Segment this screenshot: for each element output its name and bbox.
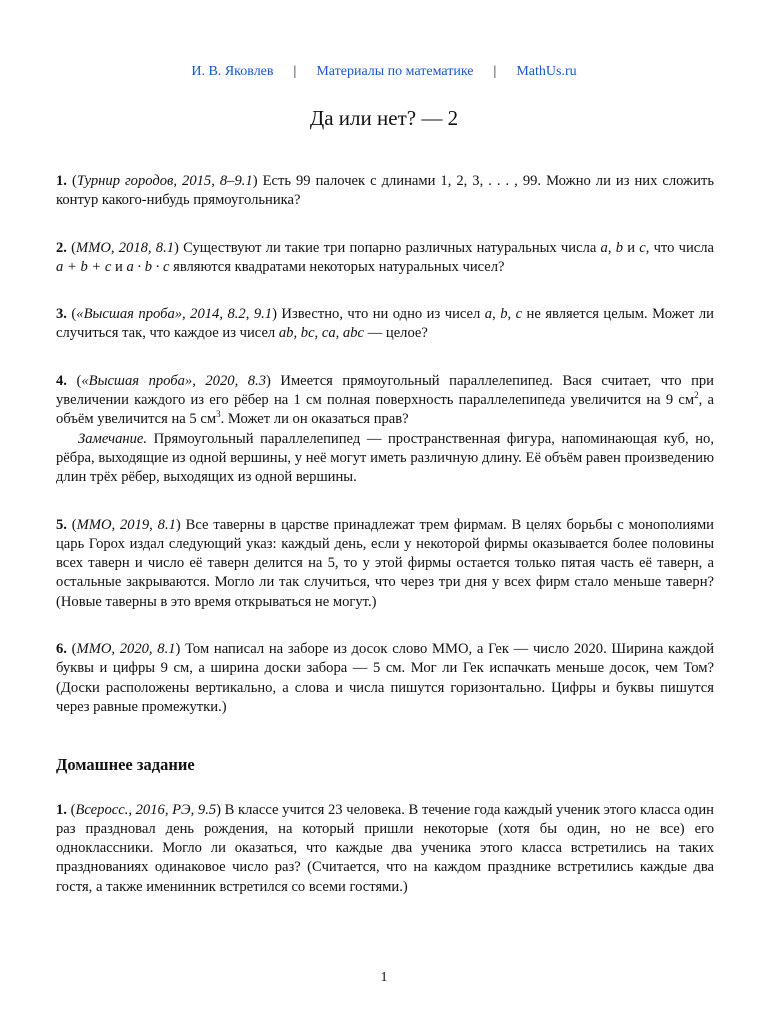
problem-source: Всеросс., 2016, РЭ, 9.5	[75, 801, 217, 818]
problem-number: 1.	[56, 173, 67, 189]
homework-problem-1: 1. (Всеросс., 2016, РЭ, 9.5) В классе учится 23 человека. В течение года каждый ученик этого класса один раз праздновал день рождения, на который пришли некоторые (хотя бы один, но не все) его одноклассники. Могло ли оказаться, что каждые два ученика этого класса встретились на таких празднованиях одинаковое число раз? (Считается, что на каждом празднике встретились каждые два гостя, а также именинник встретился со всеми гостями.)	[56, 801, 714, 895]
problem-source: ММО, 2020, 8.1	[76, 641, 176, 658]
problem-text: ,	[314, 325, 322, 342]
page-title: Да или нет? — 2	[309, 106, 459, 130]
problem-text: В классе учится 23 человека. В течение года каждый ученик этого класса один раз праздновал день рождения, на который пришли некоторые (хотя бы один, но не все) его одноклассники. Могло ли оказаться, что каждые два ученика этого класса встретились на таких празднованиях одинаковое число раз? (Считается, что на каждом празднике встретились каждые два гостя, а также именинник встретился со всеми гостями.)	[56, 801, 714, 895]
document-body	[56, 172, 714, 925]
problem-text: и	[111, 258, 127, 275]
problem-number: 3.	[56, 306, 67, 323]
problem-1: 1. (Турнир городов, 2015, 8–9.1) Есть 99 палочек с длинами 1, 2, 3, . . . , 99. Можно ли из них сложить контур какого-нибудь прямоугольника?	[56, 173, 714, 209]
problem-text: Том написал на заборе из досок слово ММО, а Гек — число 2020. Ширина каждой буквы и цифры 9 см, а ширина доски забора — 5 см. Мог ли Гек испачкать меньше досок, чем Том? (Доски расположены вертикально, а слова и числа пишутся горизонтально. Цифры и буквы пишутся через равные промежутки.)	[56, 641, 715, 715]
problem-text: ,	[507, 306, 516, 323]
problem-text: Есть 99 палочек с длинами 1, 2, 3, . . . , 99. Можно ли из них сложить контур какого-нибудь прямоугольника?	[56, 173, 714, 209]
problem-number: 1.	[56, 801, 67, 818]
problem-text: Имеется прямоугольный параллелепипед. Вася считает, что при увеличении каждого из его рёбер на 1 см полная поверхность параллелепипеда увеличится на 9 см	[56, 372, 714, 409]
math-expr: abc	[342, 325, 364, 342]
problem-text: Известно, что ни одно из чисел	[281, 306, 485, 323]
problem-number: 4.	[56, 372, 67, 389]
superscript: 2	[694, 390, 699, 401]
math-expr: bc	[300, 325, 315, 342]
problem-6: 6. (ММО, 2020, 8.1) Том написал на заборе из досок слово ММО, а Гек — число 2020. Ширина каждой буквы и цифры 9 см, а ширина доски забора — 5 см. Мог ли Гек испачкать меньше досок, чем Том? (Доски расположены вертикально, а слова и числа пишутся горизонтально. Цифры и буквы пишутся через равные промежутки.)	[56, 641, 715, 715]
problem-5: 5. (ММО, 2019, 8.1) Все таверны в царстве принадлежат трем фирмам. В целях борьбы с монополиями царь Горох издал следующий указ: каждый день, если у некоторой фирмы оказывается более половины всех таверн и число её таверн делится на 5, то у этой фирмы остается только пятая часть её таверн, а остальные закрываются. Могло ли так случиться, что через три дня у всех фирм стало меньше таверн? (Новые таверны в это время открываться не могут.)	[56, 516, 714, 610]
problem-source: ММО, 2019, 8.1	[76, 516, 176, 533]
note-label: Замечание.	[78, 430, 148, 447]
problem-text: ,	[335, 325, 343, 342]
math-var: c	[515, 306, 523, 323]
page-header	[0, 64, 768, 80]
problem-number: 6.	[56, 641, 67, 658]
header-separator: |	[293, 64, 297, 79]
note-text: Прямоугольный параллелепипед — пространственная фигура, напоминающая куб, но, рёбра, выходящие из одной вершины, у неё могут иметь различную длину. Её объём равен произведению длин трёх рёбер, выходящих из одной вершины.	[56, 430, 714, 486]
math-var: a	[484, 306, 493, 323]
problem-text: Все таверны в царстве принадлежат трем фирмам. В целях борьбы с монополиями царь Горох издал следующий указ: каждый день, если у некоторой фирмы оказывается более половины всех таверн и число её таверн делится на 5, то у этой фирмы остается только пятая часть её таверн, а остальные закрываются. Могло ли так случиться, что через три дня у всех фирм стало меньше таверн? (Новые таверны в это время открываться не могут.)	[56, 516, 714, 610]
math-var: a	[600, 239, 608, 256]
problem-text: ,	[492, 306, 501, 323]
problem-2: 2. (ММО, 2018, 8.1) Существуют ли такие три попарно различных натуральных числа a, b и c, что числа a + b + c и a · b · c являются квадратами некоторых натуральных чисел?	[56, 239, 714, 275]
math-expr: ca	[321, 325, 336, 342]
math-expr: a · b · c	[126, 258, 170, 275]
problem-source: «Высшая проба», 2014, 8.2, 9.1	[76, 306, 273, 323]
problem-text: являются квадратами некоторых натуральных чисел?	[169, 258, 505, 275]
problem-text: , а объём увеличится на 5 см	[56, 392, 714, 428]
problem-text: . Может ли он оказаться прав?	[220, 411, 409, 428]
problem-text: Существуют ли такие три попарно различных натуральных числа	[183, 239, 601, 256]
header-separator: |	[493, 64, 497, 79]
author-link[interactable]: И. В. Яковлев	[191, 64, 274, 79]
math-expr: a + b + c	[56, 258, 112, 275]
problem-source: Турнир городов, 2015, 8–9.1	[76, 173, 253, 189]
homework-heading: Домашнее задание	[56, 755, 195, 775]
problem-text: , что числа	[645, 239, 714, 256]
problem-text: ,	[293, 325, 301, 342]
problem-number: 5.	[56, 516, 67, 533]
problem-text: и	[623, 239, 640, 256]
problem-text: — целое?	[364, 325, 428, 342]
problem-3: 3. («Высшая проба», 2014, 8.2, 9.1) Известно, что ни одно из чисел a, b, c не является целым. Может ли случиться так, что каждое из чисел ab, bc, ca, abc — целое?	[56, 306, 714, 342]
problem-number: 2.	[56, 239, 67, 256]
problem-text: не является целым. Может ли случиться так, что каждое из чисел	[56, 306, 714, 342]
problem-text: ,	[607, 239, 616, 256]
problem-4: 4. («Высшая проба», 2020, 8.3) Имеется прямоугольный параллелепипед. Вася считает, что при увеличении каждого из его рёбер на 1 см полная поверхность параллелепипеда увеличится на 9 $см^2$, а объём увеличится на 5 $см^3$. Может ли он оказаться прав? Замечание. Прямоугольный параллелепипед — пространственная фигура, напоминающая куб, но, рёбра, выходящие из одной вершины, у неё могут иметь различную длину. Её объём равен произведению длин трёх рёбер, выходящих из одной вершины.	[56, 372, 714, 486]
problem-source: «Высшая проба», 2020, 8.3	[81, 372, 266, 389]
problem-source: ММО, 2018, 8.1	[76, 239, 175, 256]
site-link[interactable]: MathUs.ru	[516, 64, 577, 79]
math-var: c	[639, 239, 646, 256]
math-var: b	[500, 306, 508, 323]
materials-link[interactable]: Материалы по математике	[316, 64, 474, 79]
math-var: b	[615, 239, 623, 256]
superscript: 3	[216, 409, 221, 420]
page-number: 1	[380, 970, 388, 985]
math-expr: ab	[278, 325, 294, 342]
